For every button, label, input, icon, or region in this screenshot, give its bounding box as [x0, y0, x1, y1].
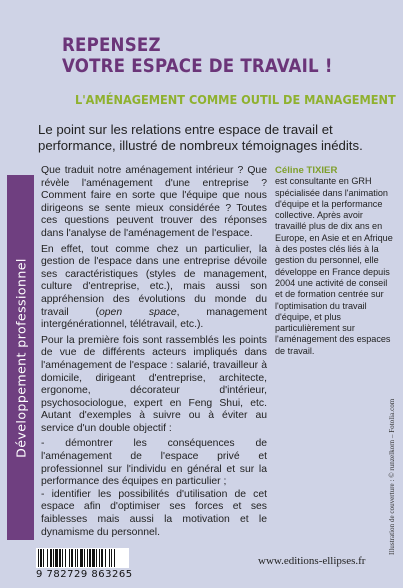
barcode-bar	[105, 549, 106, 567]
paragraph-1: Que traduit notre aménagement intérieur ? Que révèle l'aménagement d'une entreprise ? Comment faire en sorte que l'équipe que nous dirigeons se sente mieux considérée ? Toutes ces questions peuvent trouver des réponses dans l'analyse de l'aménagement de l'espace.	[41, 165, 267, 239]
barcode	[36, 548, 129, 568]
author-name: Céline TIXIER	[275, 165, 338, 176]
barcode-bar	[69, 549, 70, 567]
barcode-bar	[65, 549, 66, 567]
barcode-graphic	[36, 548, 129, 568]
author-bio-text: est consultante en GRH spécialisée dans l'animation d'équipe et la performance collective. Après avoir travaillé plus de dix ans en Europe, en Asie et en Afrique à des postes clés liés à la gestion du personnel, elle développe en France depuis 2004 une activité de conseil et de formation centrée sur l'optimisation du travail d'équipe, et plus particulièrement sur l'aménagement des espaces de travail.	[275, 176, 393, 356]
illustration-credit: Illustration de couverture : © runzelkorn – Fotolia.com	[388, 398, 396, 555]
paragraph-2: En effet, tout comme chez un particulier, la gestion de l'espace dans une entreprise dévoile ses caractéristiques (styles de management, culture d'entreprise, etc.), mais aussi son appréhension des évolutions du monde du travail (open space, management intergénérationnel, télétravail, etc.).	[41, 243, 267, 331]
barcode-bar	[38, 549, 39, 567]
emphasis-open-space: open space	[98, 306, 177, 318]
barcode-bar	[111, 549, 112, 567]
author-bio	[275, 165, 395, 357]
barcode-bar	[114, 549, 115, 567]
barcode-bar	[71, 549, 73, 567]
cover-title	[62, 35, 333, 77]
barcode-bar	[47, 549, 48, 567]
barcode-bar	[92, 549, 95, 567]
description-column	[41, 165, 267, 539]
barcode-bar	[43, 549, 44, 567]
isbn-number: 9 782729 863265	[36, 569, 133, 580]
bullet-1: - démontrer les conséquences de l'aménagement de l'espace privé et professionnel sur l'individu en général et sur la performance des équipes en particulier ;	[41, 438, 267, 488]
paragraph-3: Pour la première fois sont rassemblés les points de vue de différents acteurs impliqués dans l'aménagement de l'espace : salarié, travailleur à domicile, dirigeant d'entreprise, architecte, ergonome, décorateur d'intérieur, psychosociologue, expert en Feng Shui, etc. Autant d'exemples à suivre ou à éviter au service d'un double objectif :	[41, 334, 267, 434]
title-line-1: REPENSEZ	[62, 35, 161, 56]
barcode-bar	[59, 549, 61, 567]
intro-text: Le point sur les relations entre espace de travail et performance, illustré de nombreux témoignages inédits.	[38, 122, 363, 153]
barcode-bar	[53, 549, 54, 567]
barcode-bar	[62, 549, 63, 567]
barcode-bar	[55, 549, 58, 567]
barcode-bar	[96, 549, 97, 567]
barcode-bar	[77, 549, 78, 567]
barcode-bar	[80, 549, 83, 567]
barcode-bar	[84, 549, 85, 567]
barcode-bar	[40, 549, 42, 567]
barcode-bar	[50, 549, 52, 567]
barcode-bar	[89, 549, 91, 567]
bullet-2: - identifier les possibilités d'utilisation de cet espace afin d'optimiser ses forces et ses faiblesses mais aussi la motivation et le dynamisme du personnel.	[41, 488, 267, 538]
barcode-bar	[87, 549, 88, 567]
barcode-bar	[75, 549, 76, 567]
cover-subtitle: L'AMÉNAGEMENT COMME OUTIL DE MANAGEMENT	[75, 92, 396, 107]
barcode-bar	[99, 549, 100, 567]
publisher-website: www.editions-ellipses.fr	[258, 555, 366, 567]
category-label: Développement professionnel	[13, 257, 28, 458]
category-sidebar	[7, 175, 34, 540]
title-line-2: VOTRE ESPACE DE TRAVAIL !	[62, 56, 333, 77]
barcode-bar	[109, 549, 110, 567]
barcode-bar	[101, 549, 103, 567]
